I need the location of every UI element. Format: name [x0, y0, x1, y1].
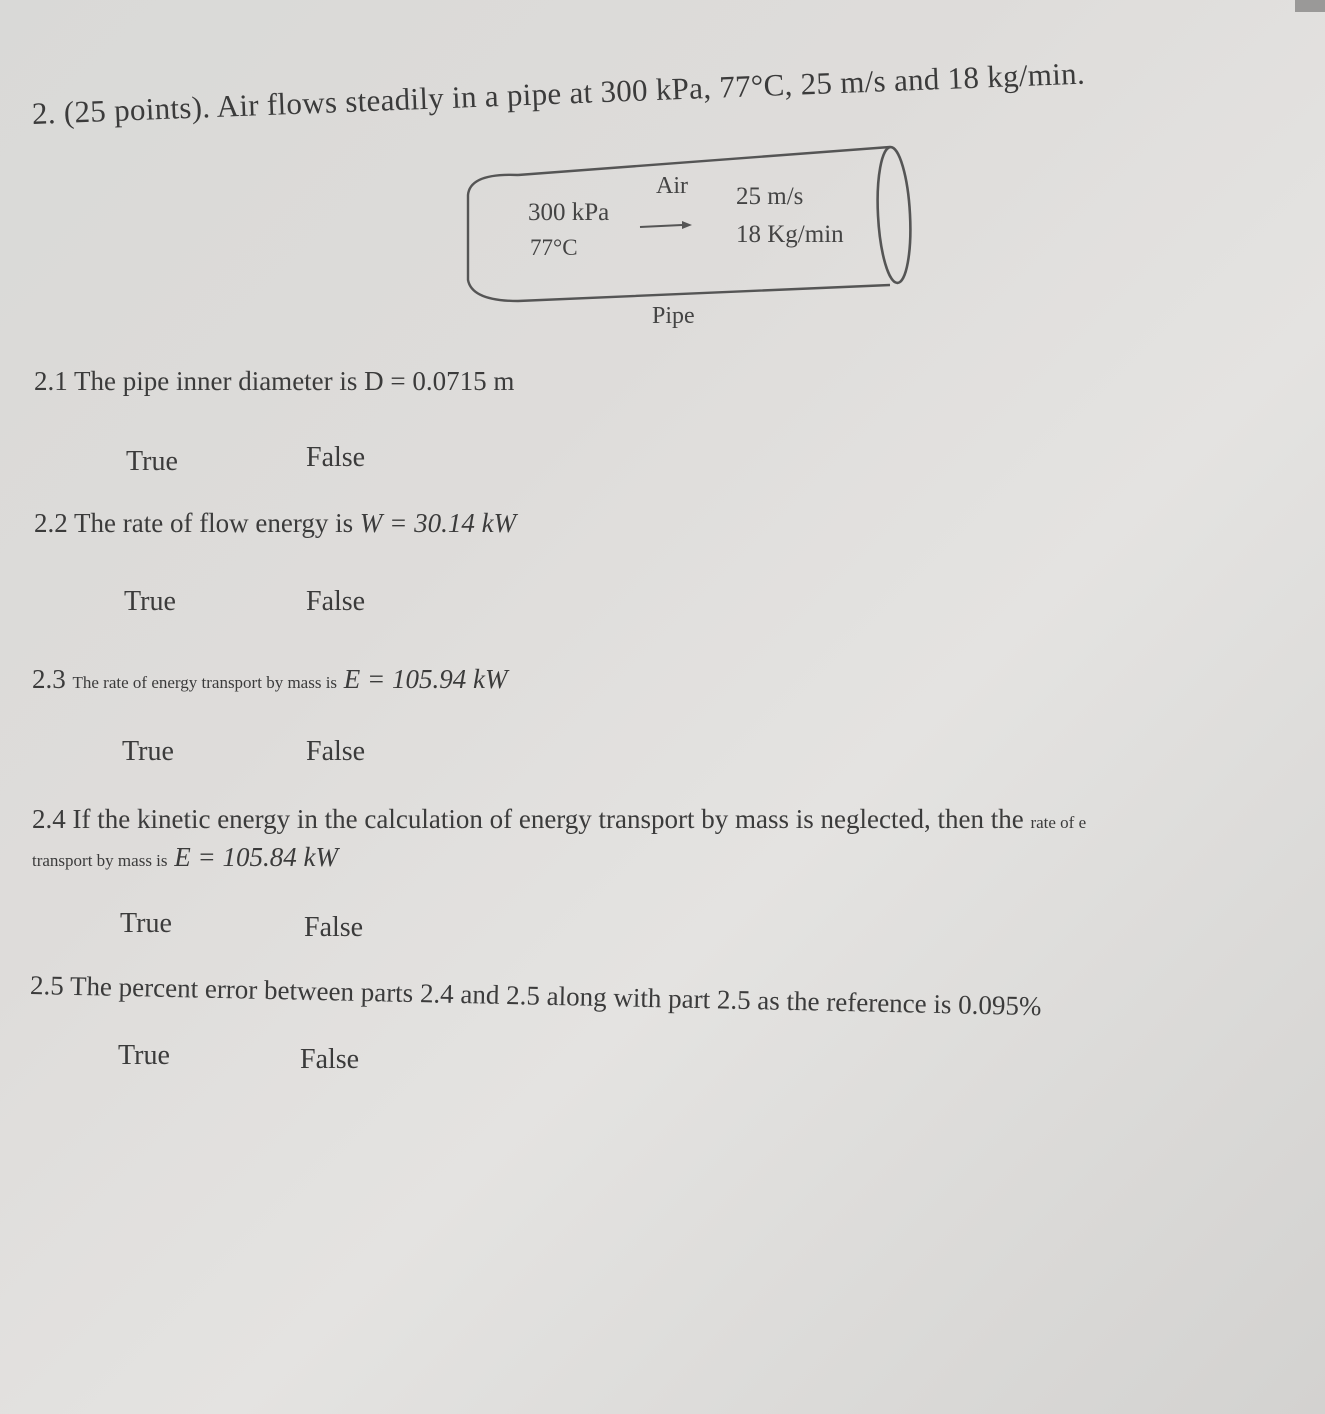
question-2-4-equation: E = 105.84 kW — [174, 842, 338, 872]
q2-4-false-option[interactable]: False — [304, 912, 364, 943]
corner-shadow — [1295, 0, 1325, 12]
question-2-2 — [34, 508, 516, 539]
pressure-label: 300 kPa — [528, 199, 610, 226]
question-2-4-text-cutoff: rate of e — [1030, 813, 1087, 832]
question-2-2-equation: W = 30.14 kW — [359, 508, 517, 538]
q2-5-false-option[interactable]: False — [300, 1044, 360, 1075]
mass-flow-label: 18 Kg/min — [736, 221, 844, 248]
q2-3-false-option[interactable]: False — [306, 736, 366, 767]
temperature-label: 77°C — [530, 235, 578, 260]
q2-2-true-option[interactable]: True — [124, 586, 176, 617]
question-2-4-line2 — [32, 842, 338, 873]
pipe-diagram — [460, 135, 930, 335]
question-2-3-equation: E = 105.94 kW — [343, 664, 508, 694]
q2-1-true-option[interactable]: True — [126, 446, 178, 477]
question-2-2-text: 2.2 The rate of flow energy is — [34, 508, 360, 538]
q2-3-true-option[interactable]: True — [122, 736, 174, 767]
q2-5-true-option[interactable]: True — [118, 1040, 170, 1071]
q2-1-false-option[interactable]: False — [306, 442, 366, 473]
question-2-3 — [32, 664, 507, 695]
question-2-4-text-line2: transport by mass is — [32, 851, 168, 870]
question-2-4-text: 2.4 If the kinetic energy in the calculation of energy transport by mass is neglected, then the — [32, 804, 1024, 834]
pipe-label: Pipe — [652, 303, 695, 329]
question-2-3-text: The rate of energy transport by mass is — [72, 673, 338, 692]
velocity-label: 25 m/s — [736, 183, 804, 210]
question-2-4-line1 — [32, 804, 1086, 835]
fluid-label: Air — [656, 173, 688, 199]
question-2-1: 2.1 The pipe inner diameter is D = 0.0715 m — [34, 366, 515, 396]
question-2-3-number: 2.3 — [32, 664, 66, 694]
question-2-5: 2.5 The percent error between parts 2.4 and 2.5 along with part 2.5 as the reference is 0.095% — [29, 970, 1042, 1022]
problem-title: 2. (25 points). Air flows steadily in a pipe at 300 kPa, 77°C, 25 m/s and 18 kg/min. — [31, 55, 1086, 131]
q2-2-false-option[interactable]: False — [306, 586, 366, 617]
q2-4-true-option[interactable]: True — [120, 908, 172, 939]
